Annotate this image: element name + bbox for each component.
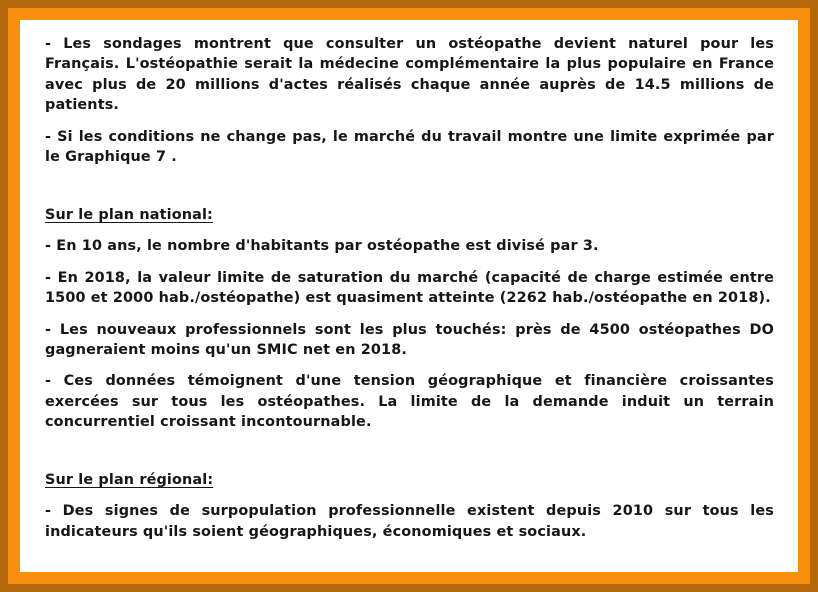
- heading-national: Sur le plan national:: [45, 206, 213, 223]
- national-bullet-1: - En 10 ans, le nombre d'habitants par ostéopathe est divisé par 3.: [45, 238, 599, 255]
- slide-inner-border: [8, 8, 810, 584]
- slide-content-area: [20, 20, 798, 572]
- national-bullet-3: - Les nouveaux professionnels sont les plus touchés: près de 4500 ostéopathes DO gagneraient moins qu'un SMIC net en 2018.: [45, 321, 774, 358]
- section-spacer-regional: [45, 444, 774, 470]
- section-spacer-national: [45, 179, 774, 205]
- heading-regional: Sur le plan régional:: [45, 471, 214, 488]
- national-bullet-2: - En 2018, la valeur limite de saturation du marché (capacité de charge estimée entre 1500 et 2000 hab./ostéopathe) est quasiment atteinte (2262 hab./ostéopathe en 2018).: [45, 269, 774, 307]
- intro-paragraph-2: - Si les conditions ne change pas, le marché du travail montre une limite exprimée par le Graphique 7 .: [45, 128, 774, 166]
- intro-paragraph-1: - Les sondages montrent que consulter un ostéopathe devient naturel pour les Français. L'ostéopathie serait la médecine complémentaire la plus populaire en France avec plus de 20 millions d'actes réalisés chaque année auprès de 14.5 millions de patients.: [45, 36, 774, 114]
- regional-bullet-1: - Des signes de surpopulation professionnelle existent depuis 2010 sur tous les indicateurs qu'ils soient géographiques, économiques et sociaux.: [45, 503, 774, 540]
- national-bullet-4: - Ces données témoignent d'une tension géographique et financière croissantes exercées sur tous les ostéopathes. La limite de la demande induit un terrain concurrentiel croissant incontournable.: [45, 373, 774, 431]
